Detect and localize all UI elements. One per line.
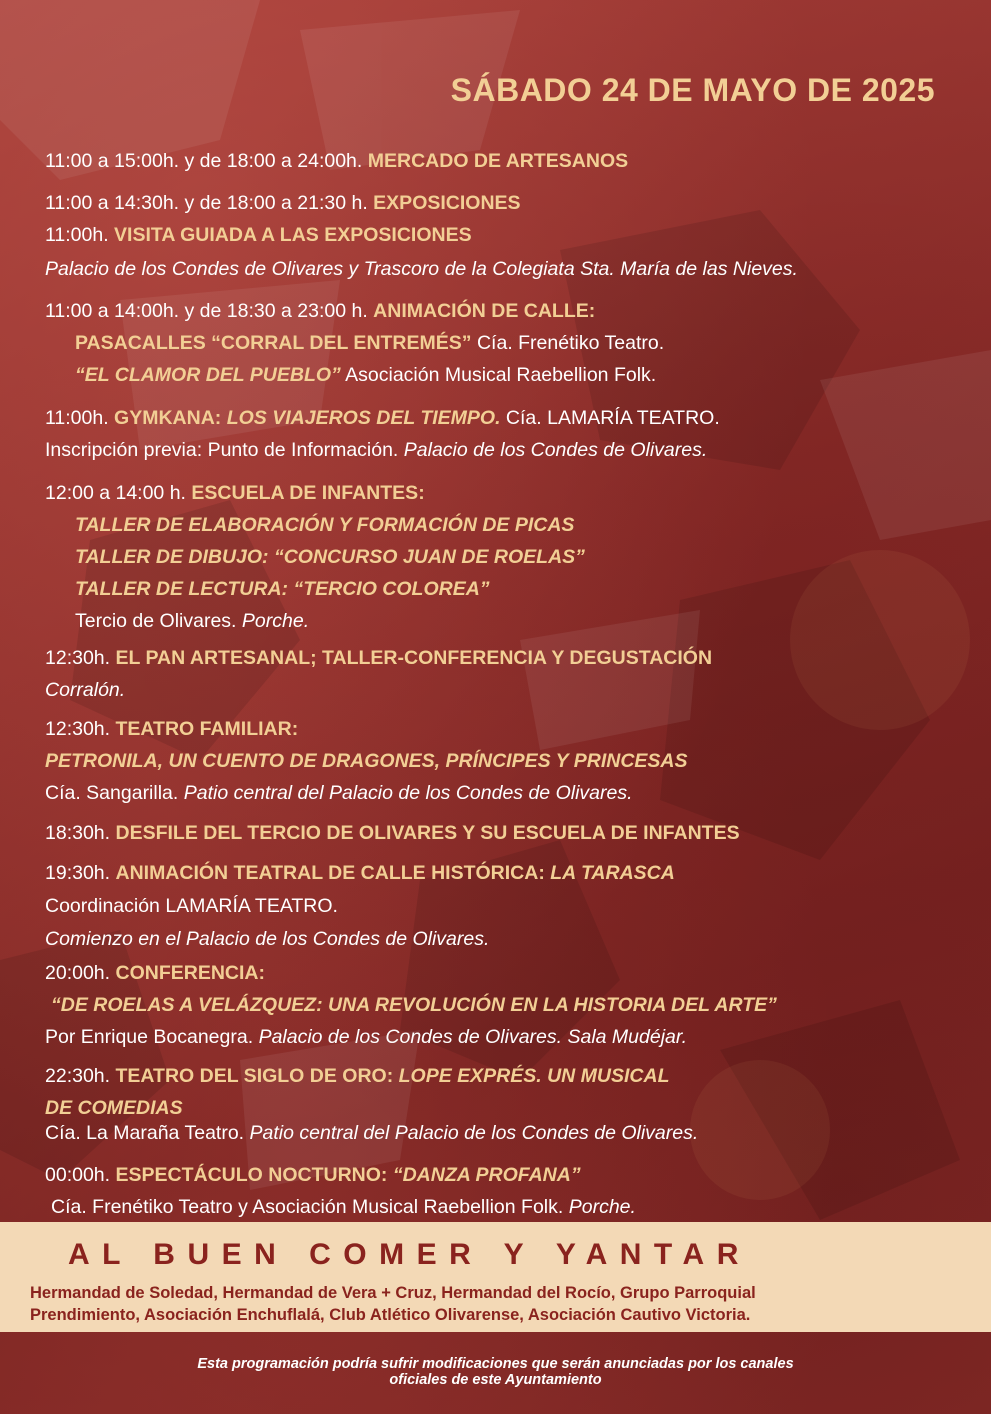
- event-name: MERCADO DE ARTESANOS: [367, 150, 629, 172]
- event-name: CONFERENCIA:: [115, 962, 265, 984]
- event-time: 22:30h.: [45, 1065, 111, 1087]
- event-time: 18:30h.: [45, 822, 111, 844]
- event-subtitle: LOPE EXPRÉS. UN MUSICAL: [398, 1065, 670, 1087]
- event-name: ESCUELA DE INFANTES:: [191, 482, 425, 504]
- event-time: 20:00h.: [45, 962, 111, 984]
- event-gymkana: [45, 405, 720, 431]
- event-company: Cía. Frenétiko Teatro y Asociación Musical Raebellion Folk.: [51, 1196, 564, 1218]
- event-conferencia: [45, 960, 265, 986]
- event-pan-artesanal: [45, 645, 712, 671]
- event-details: [45, 1120, 698, 1146]
- event-speaker: Por Enrique Bocanegra.: [45, 1026, 254, 1048]
- event-visita-guiada: [45, 222, 472, 248]
- event-time: 12:30h.: [45, 718, 111, 740]
- event-details: [45, 1024, 687, 1050]
- event-time: 11:00h.: [45, 407, 109, 429]
- event-teatro-familiar: [45, 716, 298, 742]
- event-desfile: [45, 820, 740, 846]
- sub-title: “EL CLAMOR DEL PUEBLO”: [75, 364, 341, 386]
- event-place: Palacio de los Condes de Olivares. Sala Mudéjar.: [258, 1026, 688, 1048]
- workshop-dibujo: TALLER DE DIBUJO: “CONCURSO JUAN DE ROELAS”: [75, 546, 585, 568]
- event-place: Patio central del Palacio de los Condes de Olivares.: [183, 782, 633, 804]
- event-details: [45, 780, 633, 806]
- event-company: Cía. LAMARÍA TEATRO.: [505, 407, 720, 429]
- event-details: [51, 1194, 636, 1220]
- banner-title: AL BUEN COMER Y YANTAR: [68, 1238, 751, 1271]
- sub-text: Cía. Frenétiko Teatro.: [476, 332, 665, 354]
- event-info: Inscripción previa: Punto de Información.: [45, 439, 399, 461]
- event-organizer: Coordinación LAMARÍA TEATRO.: [45, 895, 338, 917]
- event-espectaculo: [45, 1162, 581, 1188]
- event-subtitle: LOS VIAJEROS DEL TIEMPO.: [226, 407, 501, 429]
- event-place: Porche.: [241, 610, 310, 632]
- event-subtitle-cont: DE COMEDIAS: [45, 1097, 183, 1119]
- event-subtitle: LA TARASCA: [550, 862, 675, 884]
- event-place: Porche.: [568, 1196, 636, 1218]
- event-time: 12:30h.: [45, 647, 111, 669]
- event-time: 11:00h.: [45, 224, 109, 246]
- disclaimer-line-2: oficiales de este Ayuntamiento: [389, 1372, 602, 1388]
- event-subtitle: “DE ROELAS A VELÁZQUEZ: UNA REVOLUCIÓN EN LA HISTORIA DEL ARTE”: [51, 994, 777, 1016]
- event-name: TEATRO FAMILIAR:: [115, 718, 299, 740]
- event-time: 19:30h.: [45, 862, 111, 884]
- event-time: 11:00 a 14:00h. y de 18:30 a 23:00 h.: [45, 300, 368, 322]
- event-name: EXPOSICIONES: [373, 192, 521, 214]
- event-name: TEATRO DEL SIGLO DE ORO:: [115, 1065, 394, 1087]
- event-name: EL PAN ARTESANAL; TALLER-CONFERENCIA Y DEGUSTACIÓN: [115, 647, 713, 669]
- disclaimer-line-1: Esta programación podría sufrir modificaciones que serán anunciadas por los canales: [197, 1356, 794, 1372]
- event-place: Corralón.: [45, 679, 126, 701]
- event-sub-pasacalles: [75, 330, 664, 356]
- event-subtitle: PETRONILA, UN CUENTO DE DRAGONES, PRÍNCIPES Y PRINCESAS: [45, 750, 688, 772]
- organizer-text: Tercio de Olivares.: [75, 610, 237, 632]
- event-name: VISITA GUIADA A LAS EXPOSICIONES: [114, 224, 472, 246]
- event-place: Palacio de los Condes de Olivares y Trascoro de la Colegiata Sta. María de las Nieves.: [45, 258, 798, 280]
- page-title: SÁBADO 24 DE MAYO DE 2025: [450, 72, 935, 108]
- event-organizer: [75, 608, 309, 634]
- event-place: Palacio de los Condes de Olivares.: [403, 439, 708, 461]
- event-place: Patio central del Palacio de los Condes de Olivares.: [249, 1122, 699, 1144]
- event-subtitle: “DANZA PROFANA”: [392, 1164, 581, 1186]
- event-name: GYMKANA:: [114, 407, 222, 429]
- event-mercado: [45, 148, 628, 174]
- event-exposiciones: [45, 190, 521, 216]
- event-animacion-calle: [45, 298, 595, 324]
- sub-text: Asociación Musical Raebellion Folk.: [345, 364, 657, 386]
- event-company: Cía. La Maraña Teatro.: [45, 1122, 245, 1144]
- event-name: DESFILE DEL TERCIO DE OLIVARES Y SU ESCUELA DE INFANTES: [115, 822, 740, 844]
- event-name: ANIMACIÓN DE CALLE:: [373, 300, 596, 322]
- event-company: Cía. Sangarilla.: [45, 782, 179, 804]
- event-time: 11:00 a 14:30h. y de 18:00 a 21:30 h.: [45, 192, 368, 214]
- banner-line-2: Prendimiento, Asociación Enchuflalá, Club Atlético Olivarense, Asociación Cautivo Victoria.: [30, 1306, 751, 1324]
- event-time: 12:00 a 14:00 h.: [45, 482, 186, 504]
- banner-line-1: Hermandad de Soledad, Hermandad de Vera + Cruz, Hermandad del Rocío, Grupo Parroquial: [30, 1284, 756, 1302]
- event-animacion-teatral: [45, 860, 675, 886]
- event-time: 00:00h.: [45, 1164, 111, 1186]
- workshop-picas: TALLER DE ELABORACIÓN Y FORMACIÓN DE PICAS: [75, 514, 575, 536]
- event-time: 11:00 a 15:00h. y de 18:00 a 24:00h.: [45, 150, 363, 172]
- event-name: ANIMACIÓN TEATRAL DE CALLE HISTÓRICA:: [115, 862, 545, 884]
- event-teatro-siglo-oro: [45, 1063, 670, 1089]
- event-escuela-infantes: [45, 480, 425, 506]
- event-place: Comienzo en el Palacio de los Condes de Olivares.: [45, 928, 490, 950]
- workshop-lectura: TALLER DE LECTURA: “TERCIO COLOREA”: [75, 578, 490, 600]
- event-sub-clamor: [75, 362, 656, 388]
- event-name: ESPECTÁCULO NOCTURNO:: [115, 1164, 388, 1186]
- sub-title: PASACALLES “CORRAL DEL ENTREMÉS”: [75, 332, 472, 354]
- event-gymkana-info: [45, 437, 707, 463]
